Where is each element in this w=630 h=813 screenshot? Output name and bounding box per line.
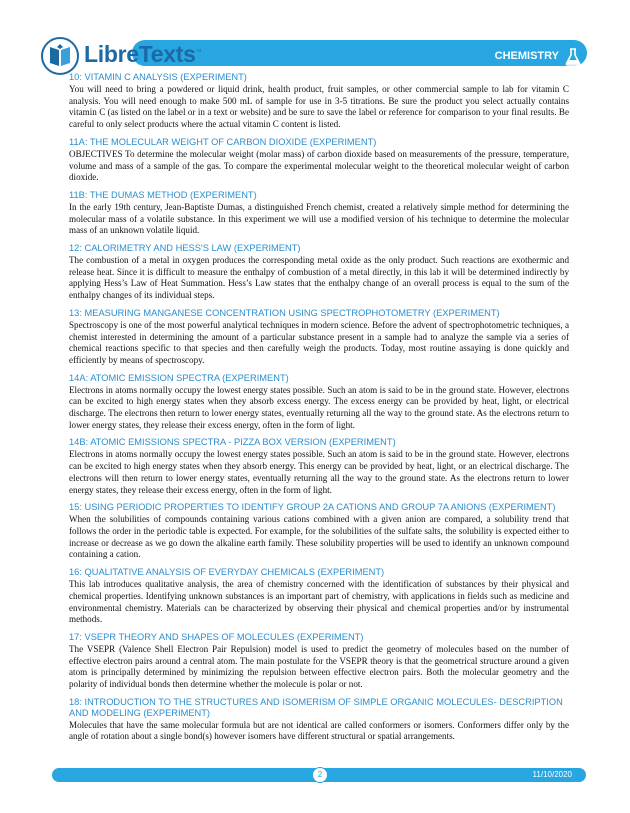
section-summary: You will need to bring a powdered or liquid drink, health product, fruit samples, or other commercial sample to lab for vitamin C analysis. You will need enough to make 500 mL of sample for use in 3-5 titrations. Be sure the product you select actually contains vitamin C (as listed on the label or in a text or website) and be sure to save the label or reference for comparison to your final results. Be careful to only select products where the actual vitamin C content is listed. [69, 84, 569, 130]
section-summary: Molecules that have the same molecular formula but are not identical are called conformers or isomers. Conformers differ only by the angle of rotation about a single bond(s) however isomers have different structural or spatial arrangements. [69, 719, 569, 742]
section-summary: In the early 19th century, Jean-Baptiste Dumas, a distinguished French chemist, created a relatively simple method for determining the molecular mass of a volatile substance. In this experiment we will use a modified version of his technique to determine the molecular mass of an unknown volatile liquid. [69, 201, 569, 236]
flask-icon [565, 48, 581, 66]
brand-logo[interactable] [84, 41, 201, 68]
section-title-link[interactable]: 11B: THE DUMAS METHOD (EXPERIMENT) [69, 189, 257, 200]
page-number: 2 [312, 767, 328, 783]
section-title-link[interactable]: 10: VITAMIN C ANALYSIS (EXPERIMENT) [69, 72, 247, 82]
section-summary: Electrons in atoms normally occupy the lowest energy states possible. Such an atom is said to be in the ground state. However, electrons can be excited to high energy states when they absorb energy. This energy can be provided by heat, light, or an electrical discharge. The electrons will then return to lower energy states, eventually returning all the way to the ground state. As the electrons return to lower energy states, they release their excess energy, often in the form of light. [69, 449, 569, 495]
section-summary: The combustion of a metal in oxygen produces the corresponding metal oxide as the only product. Such reactions are exothermic and release heat. Since it is difficult to measure the enthalpy of combustion of a metal directly, in this lab it will be determined indirectly by applying Hess’s Law of Heat Summation. Hess’s Law states that the enthalpy change of an overall process is equal to the sum of the enthalpy changes of its individual steps. [69, 255, 569, 301]
section-17 [69, 632, 569, 691]
section-title-link[interactable]: 17: VSEPR THEORY AND SHAPES OF MOLECULES (EXPERIMENT) [69, 631, 364, 642]
section-12 [69, 243, 569, 302]
trademark: ™ [195, 49, 202, 56]
section-13 [69, 308, 569, 367]
section-summary: When the solubilities of compounds containing various cations combined with a given anion are compared, a solubility trend that follows the order in the periodic table is expected. For example, for the solubilities of the sulfate salts, the solubility is expected either to increase or decrease as we go down the alkaline earth family. These solubility properties will be used to identify an unknown compound containing a cation. [69, 514, 569, 560]
section-title-link[interactable]: 15: USING PERIODIC PROPERTIES TO IDENTIFY GROUP 2A CATIONS AND GROUP 7A ANIONS (EXPERIMENT) [69, 502, 556, 513]
section-title-link[interactable]: 11A: THE MOLECULAR WEIGHT OF CARBON DIOXIDE (EXPERIMENT) [69, 136, 377, 147]
section-title-link[interactable]: 14A: ATOMIC EMISSION SPECTRA (EXPERIMENT) [69, 372, 289, 383]
section-14a [69, 373, 569, 432]
page-header [40, 36, 587, 76]
libretexts-logo-icon[interactable] [40, 36, 80, 76]
subject-label: CHEMISTRY [494, 50, 559, 62]
section-summary: This lab introduces qualitative analysis, the area of chemistry concerned with the identification of substances by their physical and chemical properties. Identifying unknown substances is an important part of chemistry, with applications in fields such as medicine and environmental chemistry. Materials can be characterized by observing their physical and chemical properties and/or by instrumental methods. [69, 579, 569, 625]
section-summary: Electrons in atoms normally occupy the lowest energy states possible. Such an atom is said to be in the ground state. However, electrons can be excited to high energy states when they absorb excess energy. The excess energy can be provided by heat, light, or electrical discharge. The electrons then return to lower energy states, eventually returning all the way to the ground state. As the electrons return to lower energy states, they release their excess energy, often in the form of light. [69, 384, 569, 430]
section-summary: OBJECTIVES To determine the molecular weight (molar mass) of carbon dioxide based on measurements of the pressure, temperature, volume and mass of a sample of the gas. To compare the experimental molecular weight to the theoretical molecular weight of carbon dioxide. [69, 148, 569, 183]
brand-name: LibreTexts [84, 41, 196, 67]
section-18 [69, 697, 569, 743]
main-content [69, 72, 569, 749]
footer-date: 11/10/2020 [532, 770, 572, 779]
section-11a [69, 137, 569, 184]
section-title-link[interactable]: 13: MEASURING MANGANESE CONCENTRATION USING SPECTROPHOTOMETRY (EXPERIMENT) [69, 307, 500, 318]
section-title-link[interactable]: 18: INTRODUCTION TO THE STRUCTURES AND ISOMERISM OF SIMPLE ORGANIC MOLECULES- DESCRIPTION AND MODELING (EXPERIMENT) [69, 696, 563, 718]
section-15 [69, 502, 569, 561]
section-title-link[interactable]: 14B: ATOMIC EMISSIONS SPECTRA - PIZZA BOX VERSION (EXPERIMENT) [69, 437, 396, 448]
section-title-link[interactable]: 12: CALORIMETRY AND HESS'S LAW (EXPERIMENT) [69, 243, 301, 254]
section-summary: The VSEPR (Valence Shell Electron Pair Repulsion) model is used to predict the geometry of molecules based on the number of effective electron pairs around a central atom. The main postulate for the VSEPR theory is that the geometrical structure around a given atom is principally determined by minimizing the repulsion between effective electron pairs. Both the molecular geometry and the polarity of individual bonds then determine whether the molecule is polar or not. [69, 643, 569, 690]
section-summary: Spectroscopy is one of the most powerful analytical techniques in modern science. Before the advent of spectrophotometric techniques, a chemist interested in determining the amount of a particular substance present in a sample had to analyze the sample via a series of chemical reactions specific to that species and then carefully weigh the products. Today, most routine assaying is done quickly and efficiently by means of spectroscopy. [69, 319, 569, 365]
section-10 [69, 72, 569, 131]
section-title-link[interactable]: 16: QUALITATIVE ANALYSIS OF EVERYDAY CHEMICALS (EXPERIMENT) [69, 567, 385, 578]
section-16 [69, 567, 569, 626]
page-footer [52, 768, 586, 782]
section-14b [69, 437, 569, 496]
section-11b [69, 190, 569, 237]
